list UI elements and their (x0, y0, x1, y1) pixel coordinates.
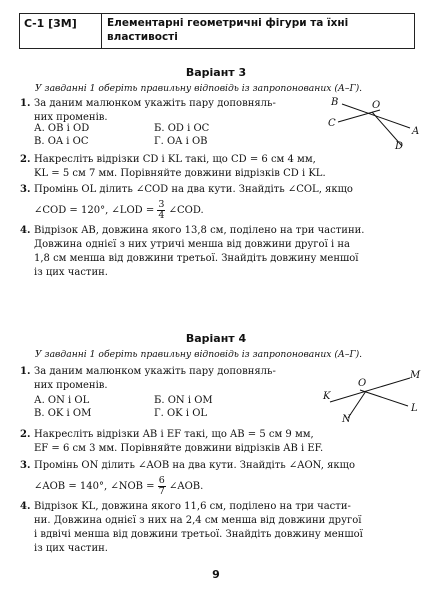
task-number: 4. (20, 501, 31, 512)
section-header (19, 13, 415, 49)
task-line: із цих частин. (34, 267, 108, 278)
task-text-part: ∠COD = 120°, ∠LOD = (34, 205, 155, 216)
task-line: За даним малюнком укажіть пару доповняль- (34, 366, 276, 377)
option-d: Г. OA і OB (154, 136, 208, 147)
section-title (102, 14, 414, 48)
task-text (34, 224, 364, 280)
answer-options-row2 (34, 407, 208, 421)
section-title-line2: властивості (107, 31, 178, 43)
option-a: А. OB і OD (34, 123, 90, 134)
option-b: Б. ON і OM (154, 395, 213, 406)
fig-label-b: B (331, 97, 339, 108)
task-line: 1,8 см менша від довжини третьої. Знайдіть довжину меншої (34, 253, 359, 264)
answer-options-row1 (34, 394, 213, 408)
task-text (34, 500, 363, 556)
fraction (158, 476, 166, 497)
task-line: із цих частин. (34, 543, 108, 554)
option-c: В. OK і OM (34, 408, 92, 419)
fraction-denominator: 7 (158, 486, 165, 497)
option-d: Г. OK і OL (154, 408, 208, 419)
rays-figure-variant4 (318, 366, 424, 422)
task-number: 2. (20, 429, 31, 440)
task-line: Відрізок AB, довжина якого 13,8 см, поділено на три частини. (34, 225, 365, 236)
section-code: С-1 [3М] (20, 14, 102, 48)
task-line: них променів. (34, 380, 108, 391)
option-a: А. ON і OL (34, 395, 90, 406)
variant3-title: Варіант 3 (185, 66, 247, 79)
task-text (34, 459, 355, 497)
task-line-with-fraction (34, 200, 353, 221)
task-text-part: ∠COD. (168, 205, 204, 216)
fig-label-a: A (412, 126, 420, 137)
fraction (157, 200, 165, 221)
fig-label-c: C (328, 118, 336, 129)
task-line: Промінь ON ділить ∠AOB на два кути. Знайдіть ∠AON, якщо (34, 460, 355, 471)
task-text-part: ∠AOB = 140°, ∠NOB = (34, 481, 155, 492)
task-number: 2. (20, 154, 31, 165)
fraction-numerator: 3 (158, 199, 165, 210)
task-number: 3. (20, 460, 31, 471)
fraction-numerator: 6 (158, 475, 165, 486)
task-text (34, 153, 326, 181)
task-text (34, 97, 276, 125)
task-line: За даним малюнком укажіть пару доповняль- (34, 98, 276, 109)
task-line: KL = 5 см 7 мм. Порівняйте довжини відрізків CD і KL. (34, 168, 326, 179)
fig-label-o: O (372, 100, 381, 111)
task-line: них променів. (34, 112, 108, 123)
fig-label-k: K (323, 391, 331, 402)
task-text (34, 183, 353, 221)
fraction-denominator: 4 (158, 210, 165, 221)
task-number: 1. (20, 366, 31, 377)
task-line: EF = 6 см 3 мм. Порівняйте довжини відрізків AB і EF. (34, 443, 324, 454)
task-text (34, 365, 276, 393)
fig-label-n: N (342, 414, 351, 422)
option-b: Б. OD і OC (154, 123, 210, 134)
task-text (34, 428, 323, 456)
fig-label-m: M (410, 370, 421, 381)
task-line: ни. Довжина однієї з них на 2,4 см менша від довжини другої (34, 515, 362, 526)
page-number: 9 (212, 568, 220, 581)
task-number: 4. (20, 225, 31, 236)
variant3-instruction: У завданні 1 оберіть правильну відповідь із запропонованих (А–Г). (35, 83, 363, 94)
task-line: і вдвічі менша від довжини третьої. Знайдіть довжину меншої (34, 529, 363, 540)
task-line: Накресліть відрізки CD і KL такі, що CD = 6 см 4 мм, (34, 154, 316, 165)
variant4-title: Варіант 4 (185, 332, 247, 345)
option-c: В. OA і OC (34, 136, 89, 147)
fig-label-l: L (411, 403, 418, 414)
task-line: Промінь OL ділить ∠COD на два кути. Знайдіть ∠COL, якщо (34, 184, 353, 195)
task-number: 1. (20, 98, 31, 109)
fig-label-o: O (358, 378, 367, 389)
task-line: Відрізок KL, довжина якого 11,6 см, поділено на три части- (34, 501, 351, 512)
task-text-part: ∠AOB. (168, 481, 204, 492)
section-title-line1: Елементарні геометричні фігури та їхні (107, 17, 349, 29)
rays-figure-variant3 (322, 94, 422, 150)
answer-options-row1 (34, 122, 210, 136)
answer-options-row2 (34, 135, 208, 149)
task-line: Довжина однієї з них утричі менша від довжини другої і на (34, 239, 350, 250)
task-line-with-fraction (34, 476, 355, 497)
task-line: Накресліть відрізки AB і EF такі, що AB = 5 см 9 мм, (34, 429, 314, 440)
fig-label-d: D (395, 141, 404, 150)
task-number: 3. (20, 184, 31, 195)
variant4-instruction: У завданні 1 оберіть правильну відповідь із запропонованих (А–Г). (35, 349, 363, 360)
